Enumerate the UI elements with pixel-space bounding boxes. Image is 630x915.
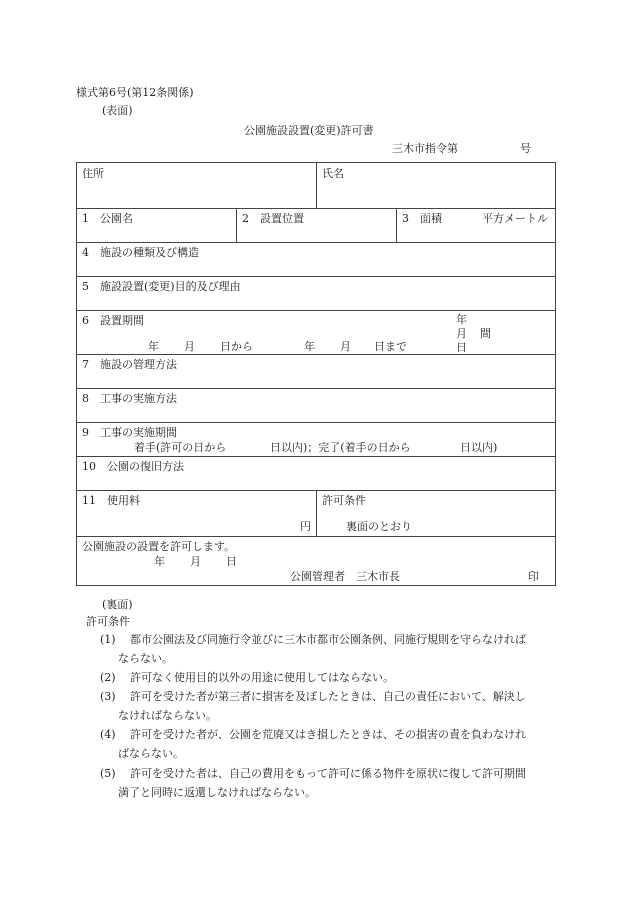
condition-text-cont: 満了と同時に返還しなければならない。 [118, 786, 316, 799]
row-divider [76, 536, 556, 537]
permit-number-suffix: 号 [520, 142, 531, 155]
col-divider [316, 162, 317, 208]
condition-number: (1) [100, 633, 116, 646]
location-label: 2 設置位置 [242, 212, 304, 225]
period-duration-day: 日 [456, 341, 467, 354]
condition-text: 許可を受けた者が、公園を荒廃又はき損したときは、その損害の責を負わなけれ [130, 728, 526, 741]
approval-day: 日 [226, 555, 237, 568]
approval-year: 年 [154, 555, 165, 568]
signer: 公園管理者 三木市長 [290, 570, 400, 583]
fee-label: 11 使用料 [82, 494, 140, 507]
construction-method-label: 8 工事の実施方法 [82, 392, 177, 405]
conditions-value: 裏面のとおり [346, 520, 412, 533]
park-name-label: 1 公園名 [82, 212, 133, 225]
fee-unit: 円 [300, 520, 311, 533]
row-divider [76, 388, 556, 389]
col-divider [396, 208, 397, 242]
address-label: 住所 [82, 167, 104, 180]
col-divider [316, 490, 317, 536]
back-label: (裏面) [102, 598, 133, 611]
row-divider [76, 310, 556, 311]
period-month-1: 月 [184, 340, 195, 353]
condition-text: 許可を受けた者は、自己の費用をもって許可に係る物件を原状に復して許可期間 [130, 767, 526, 780]
name-label: 氏名 [322, 167, 344, 180]
row-divider [76, 456, 556, 457]
management-label: 7 施設の管理方法 [82, 358, 177, 371]
seal-mark: 印 [528, 570, 539, 583]
conditions-label: 許可条件 [322, 494, 366, 507]
period-duration-between: 間 [480, 327, 491, 340]
condition-text: 許可を受けた者が第三者に損害を及ぼしたときは、自己の責任において、解決し [130, 690, 526, 703]
construction-start: 着手(許可の日から [134, 441, 227, 454]
construction-within-1: 日以内)；完了(着手の日から [270, 441, 411, 454]
period-month-2: 月 [340, 340, 351, 353]
row-divider [76, 354, 556, 355]
conditions-title: 許可条件 [86, 615, 130, 628]
row-divider [76, 242, 556, 243]
condition-number: (4) [100, 728, 116, 741]
area-unit: 平方メートル [482, 212, 548, 225]
period-label: 6 設置期間 [82, 314, 144, 327]
permit-number-prefix: 三木市指令第 [392, 142, 458, 155]
condition-text-cont: ならない。 [118, 652, 173, 665]
condition-number: (2) [100, 671, 116, 684]
condition-text: 都市公園法及び同施行令並びに三木市都市公園条例、同施行規則を守らなければ [130, 633, 526, 646]
period-until: 日まで [374, 340, 407, 353]
period-duration-month: 月 [456, 327, 467, 340]
row-divider [76, 276, 556, 277]
construction-period-label: 9 工事の実施期間 [82, 426, 177, 439]
period-duration-year: 年 [456, 313, 467, 326]
row-divider [76, 208, 556, 209]
condition-text-cont: なければならない。 [118, 709, 217, 722]
area-label: 3 面積 [402, 212, 442, 225]
condition-text: 許可なく使用目的以外の用途に使用してはならない。 [130, 671, 394, 684]
facility-type-label: 4 施設の種類及び構造 [82, 246, 199, 259]
front-label: (表面) [102, 104, 133, 117]
period-year-1: 年 [148, 340, 159, 353]
condition-number: (3) [100, 690, 116, 703]
col-divider [236, 208, 237, 242]
period-from: 日から [220, 340, 253, 353]
row-divider [76, 422, 556, 423]
purpose-label: 5 施設設置(変更)目的及び理由 [82, 280, 241, 293]
condition-text-cont: ばならない。 [118, 747, 184, 760]
period-year-2: 年 [304, 340, 315, 353]
approval-month: 月 [190, 555, 201, 568]
form-number: 様式第6号(第12条関係) [76, 86, 194, 99]
restoration-label: 10 公園の復旧方法 [82, 460, 184, 473]
page-title: 公園施設設置(変更)許可書 [244, 124, 374, 137]
approval-text: 公園施設の設置を許可します。 [82, 540, 236, 553]
construction-within-2: 日以内) [460, 441, 498, 454]
condition-number: (5) [100, 767, 116, 780]
